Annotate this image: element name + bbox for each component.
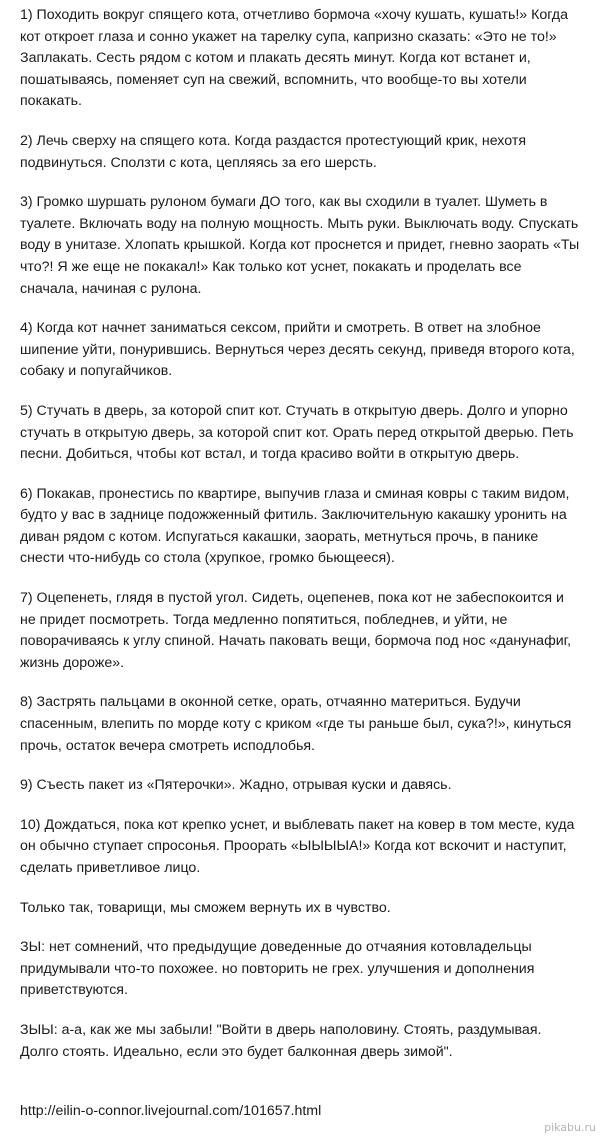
conclusion-text: Только так, товарищи, мы сможем вернуть их в чувство. (20, 899, 391, 916)
postscript-2: ЗЫЫ: а-а, как же мы забыли! "Войти в дверь наполовину. Стоять, раздумывая. Долго стоять. Идеально, если это будет балконная дверь зимой". (20, 1021, 542, 1060)
paragraph-7: 7) Оцепенеть, глядя в пустой угол. Сидеть, оцепенев, пока кот не забеспокоится и не придет посмотреть. Тогда медленно попятиться, побледнев, и уйти, не поворачиваясь к углу спиной. Начать паковать вещи, бормоча под нос «данунафиг, жизнь дороже». (20, 590, 572, 671)
paragraph-1: 1) Походить вокруг спящего кота, отчетливо бормоча «хочу кушать, кушать!» Когда кот откроет глаза и сонно укажет на тарелку супа, капризно сказать: «Это не то!» Заплакать. Сесть рядом с котом и плакать десять минут. Когда кот встанет и, пошатываясь, поменяет суп на свежий, вспомнить, что вообще-то вы хотели покакать. (20, 7, 568, 110)
source-link[interactable]: http://eilin-o-connor.livejournal.com/101657.html (20, 1103, 322, 1119)
postscript-1: ЗЫ: нет сомнений, что предыдущие доведенные до отчаяния котовладельцы придумывали что-то похожее. но повторить не грех. улучшения и дополнения приветствуются. (20, 939, 535, 999)
watermark-logo: pikabu.ru (544, 1121, 596, 1134)
paragraph-8: 8) Застрять пальцами в оконной сетке, орать, отчаянно материться. Будучи спасенным, влепить по морде коту с криком «где ты раньше был, сука?!», кинуться прочь, остаток вечера смотреть исподлобья. (20, 694, 572, 754)
paragraph-9: 9) Съесть пакет из «Пятерочки». Жадно, отрывая куски и давясь. (20, 777, 452, 794)
paragraph-3: 3) Громко шуршать рулоном бумаги ДО того, как вы сходили в туалет. Шуметь в туалете. Включать воду на полную мощность. Мыть руки. Выключать воду. Спускать воду в унитазе. Хлопать крышкой. Когда кот проснется и придет, гневно заорать «Ты что?! Я же еще не покакал!» Как только кот уснет, покакать и проделать все сначала, начиная с рулона. (20, 194, 580, 297)
document-body (20, 5, 580, 1081)
paragraph-2: 2) Лечь сверху на спящего кота. Когда раздастся протестующий крик, нехотя подвинуться. Сползти с кота, цепляясь за его шерсть. (20, 132, 527, 171)
paragraph-5: 5) Стучать в дверь, за которой спит кот. Стучать в открытую дверь. Долго и упорно стучать в открытую дверь, за которой спит кот. Орать перед открытой дверью. Петь песни. Добиться, чтобы кот встал, и тогда красиво войти в открытую дверь. (20, 402, 574, 463)
paragraph-6: 6) Покакав, пронестись по квартире, выпучив глаза и сминая ковры с таким видом, будто у вас в заднице подожженный фитиль. Заключительную какашку уронить на диван рядом с котом. Испугаться какашки, заорать, метнуться прочь, в панике снести что-нибудь со стола (хрупкое, громко бьющееся). (20, 485, 570, 567)
paragraph-10: 10) Дождаться, пока кот крепко уснет, и выблевать пакет на ковер в том месте, куда он обычно ступает спросонья. Проорать «ЫЫЫЫА!» Когда кот вскочит и наступит, сделать приветливое лицо. (20, 816, 575, 876)
paragraph-4: 4) Когда кот начнет заниматься сексом, прийти и смотреть. В ответ на злобное шипение уйти, понурившись. Вернуться через десять секунд, приведя второго кота, собаку и попугайчиков. (20, 320, 575, 380)
